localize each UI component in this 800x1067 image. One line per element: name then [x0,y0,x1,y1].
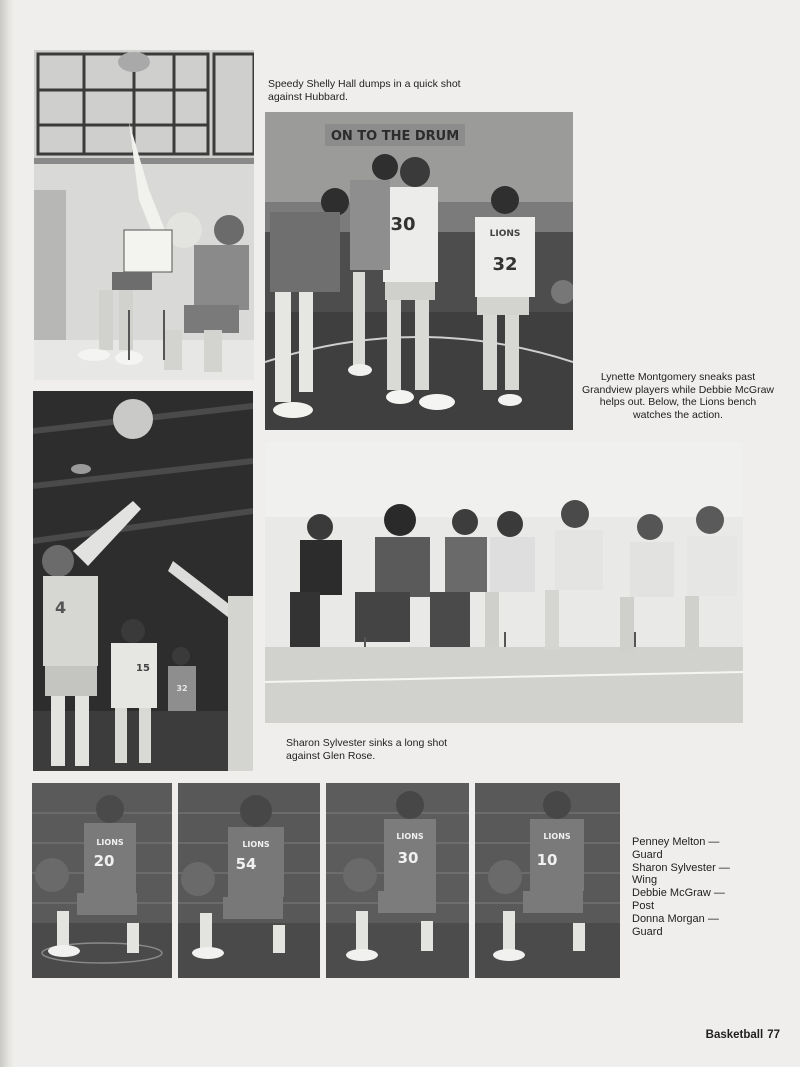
jersey-number-32-far: 32 [176,684,188,693]
portrait-team-text: LIONS [396,832,424,841]
photo-sharon-sylvester-shot [33,391,253,771]
jersey-number-4: 4 [55,598,67,617]
roster-position-3: Post [632,899,655,912]
caption-shelly-hall: Speedy Shelly Hall dumps in a quick shot against Hubbard. [268,78,461,103]
page-spine-shadow [0,0,14,1067]
jersey-number-32: 32 [492,254,518,275]
portrait-team-text: LIONS [242,840,270,849]
roster-name-2: Sharon Sylvester — [632,861,730,874]
portrait-jersey-number: 10 [536,851,558,869]
photo-lynette-montgomery-dribble [265,112,573,430]
roster-name-1: Penney Melton — [632,836,720,848]
jersey-number-30: 30 [390,214,416,235]
portrait-team-text: LIONS [543,832,571,841]
folio-section: Basketball [705,1029,764,1041]
caption-lynette-montgomery: Lynette Montgomery sneaks past Grandview players while Debbie McGraw helps out. Below, the Lions bench watches the action. [582,371,774,421]
roster-position-4: Guard [632,925,663,938]
roster-name-4: Donna Morgan — [632,912,719,925]
portrait-photo-54 [178,783,320,978]
portrait-photo-30 [326,783,469,978]
portrait-jersey-number: 54 [235,855,257,873]
page-folio [702,1029,780,1041]
jersey-lions-text: LIONS [489,229,521,239]
roster-caption [632,836,772,938]
photo-shelly-hall-shot [34,50,254,380]
portrait-photo-10 [475,783,620,978]
photo-lions-bench [265,442,743,723]
roster-position-2: Wing [632,874,658,887]
jersey-number-15: 15 [136,663,150,674]
portrait-team-text: LIONS [96,838,124,847]
portrait-photo-20 [32,783,172,978]
roster-name-3: Debbie McGraw — [632,887,725,900]
roster-position-1: Guard [632,848,663,861]
portrait-jersey-number: 20 [93,852,115,870]
portrait-jersey-number: 30 [397,849,419,867]
banner-text: ON TO THE DRUM [330,129,460,144]
folio-page-number: 77 [767,1029,780,1041]
caption-sharon-sylvester: Sharon Sylvester sinks a long shot against Glen Rose. [286,737,448,762]
